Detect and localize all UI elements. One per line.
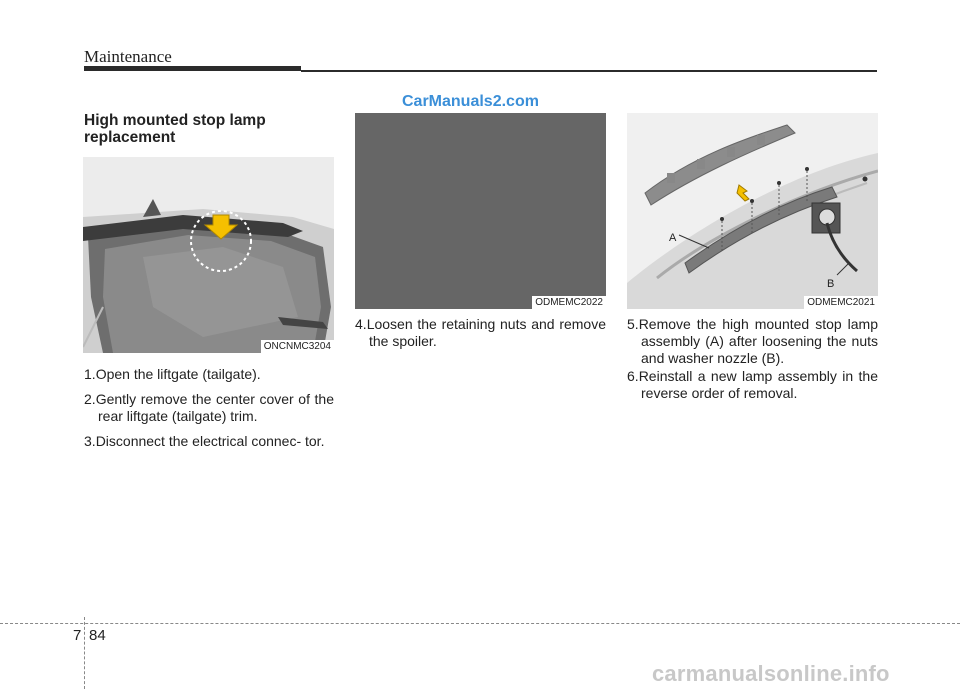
figure-code: ODMEMC2021 bbox=[804, 296, 878, 309]
footer-vertical-divider bbox=[84, 617, 85, 689]
figure-code: ODMEMC2022 bbox=[532, 296, 606, 309]
page-number: 84 bbox=[89, 627, 106, 644]
step-number: 2. bbox=[84, 391, 96, 407]
label-a: A bbox=[669, 232, 677, 244]
section-title: Maintenance bbox=[84, 47, 172, 66]
figure-code: ONCNMC3204 bbox=[261, 340, 334, 353]
figure-spoiler bbox=[355, 113, 606, 309]
step-text: Loosen the retaining nuts and remove the spoiler. bbox=[366, 316, 606, 349]
step-number: 6. bbox=[627, 368, 639, 384]
step-6 bbox=[627, 368, 878, 402]
label-b: B bbox=[827, 278, 835, 290]
header-rule-thick bbox=[84, 66, 301, 71]
step-text: Remove the high mounted stop lamp assembly (A) after loosening the nuts and washer nozzle (B). bbox=[638, 316, 878, 366]
header-rule-thin bbox=[301, 70, 877, 72]
figure-liftgate bbox=[83, 157, 334, 353]
footer-divider bbox=[0, 623, 960, 624]
step-number: 1. bbox=[84, 366, 96, 382]
step-text: Gently remove the center cover of the rear liftgate (tailgate) trim. bbox=[95, 391, 334, 424]
step-3 bbox=[84, 433, 334, 450]
figure-stop-lamp bbox=[627, 113, 878, 309]
watermark-bottom: carmanualsonline.info bbox=[652, 661, 890, 686]
step-number: 3. bbox=[84, 433, 96, 449]
step-number: 5. bbox=[627, 316, 639, 332]
step-5 bbox=[627, 316, 878, 367]
step-2 bbox=[84, 391, 334, 425]
step-1 bbox=[84, 366, 334, 383]
liftgate-illustration bbox=[83, 157, 334, 353]
section-number: 7 bbox=[73, 627, 82, 644]
watermark-top: CarManuals2.com bbox=[402, 93, 539, 110]
procedure-heading: High mounted stop lamp replacement bbox=[84, 112, 266, 146]
step-number: 4. bbox=[355, 316, 367, 332]
step-text: Disconnect the electrical connec- tor. bbox=[95, 433, 325, 449]
step-4 bbox=[355, 316, 606, 350]
step-text: Open the liftgate (tailgate). bbox=[95, 366, 261, 382]
stop-lamp-illustration bbox=[627, 113, 878, 309]
step-text: Reinstall a new lamp assembly in the reverse order of removal. bbox=[638, 368, 878, 401]
